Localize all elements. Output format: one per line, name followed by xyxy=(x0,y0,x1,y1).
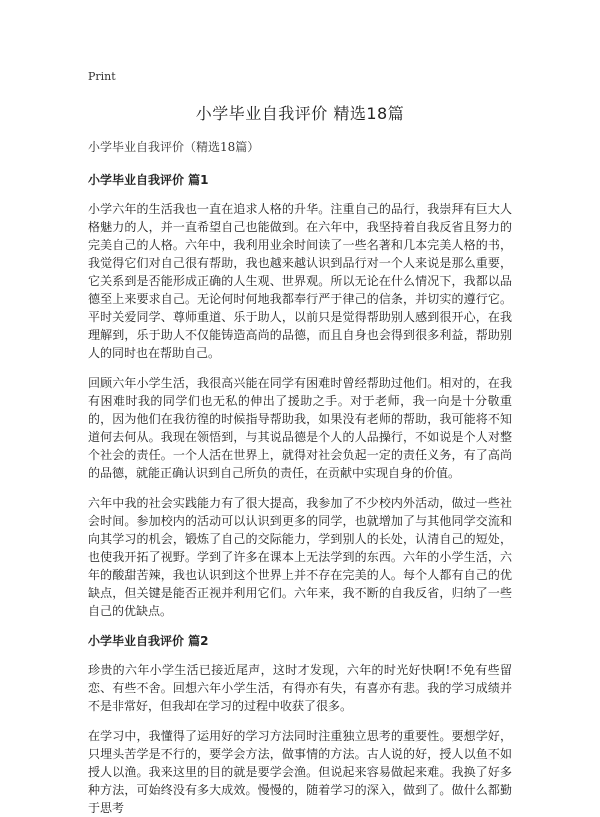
paragraph: 在学习中，我懂得了运用好的学习方法同时注重独立思考的重要性。要想学好，只埋头苦学是不行的，要学会方法，做事情的方法。古人说的好，授人以鱼不如授人以渔。我来这里的目的就是要学会渔。但说起来容易做起来难。我换了好多种方法，可始终没有多大成效。慢慢的，随着学习的深入，做到了。做什么都勤于思考 xyxy=(88,729,512,815)
page-title: 小学毕业自我评价 精选18篇 xyxy=(195,104,405,123)
section-2 xyxy=(88,632,512,817)
paragraph: 六年中我的社会实践能力有了很大提高，我参加了不少校内外活动，做过一些社会时间。参加校内的活动可以认识到更多的同学，也就增加了与其他同学交流和向其学习的机会，锻炼了自己的交际能力，学到别人的长处，认清自己的短处，也使我开拓了视野。学到了许多在课本上无法学到的东西。六年的小学生活，六年的酸甜苦辣，我也认识到这个世界上并不存在完美的人。每个人都有自己的优缺点，但关键是能否正视并利用它们。六年来，我不断的自我反省，归纳了一些自己的优缺点。 xyxy=(88,496,512,618)
document-subtitle: 小学毕业自我评价（精选18篇） xyxy=(88,140,260,154)
paragraph: 珍贵的六年小学生活已接近尾声，这时才发现，六年的时光好快啊!不免有些留恋、有些不舍。回想六年小学生活，有得亦有失，有喜亦有悲。我的学习成绩并不是非常好，但我却在学习的过程中收获了很多。 xyxy=(88,663,512,713)
section-1 xyxy=(88,171,512,620)
section-heading: 小学毕业自我评价 篇1 xyxy=(88,173,209,187)
paragraph: 小学六年的生活我也一直在追求人格的升华。注重自己的品行，我崇拜有巨大人格魅力的人，并一直希望自己也能做到。在六年中，我坚持着自我反省且努力的完美自己的人格。六年中，我利用业余时间读了一些名著和几本完美人格的书，我觉得它们对自己很有帮助，我也越来越认识到品行对一个人来说是那么重要，它关系到是否能形成正确的人生观、世界观。所以无论在什么情况下，我都以品德至上来要求自己。无论何时何地我都奉行严于律己的信条，并切实的遵行它。平时关爱同学、尊师重道、乐于助人，以前只是觉得帮助别人感到很开心，在我理解到，乐于助人不仅能铸造高尚的品德，而且自身也会得到很多利益，帮助别人的同时也在帮助自己。 xyxy=(88,202,512,360)
paragraph: 回顾六年小学生活，我很高兴能在同学有困难时曾经帮助过他们。相对的，在我有困难时我的同学们也无私的伸出了援助之手。对于老师，我一向是十分敬重的，因为他们在我彷徨的时候指导帮助我，如果没有老师的帮助，我可能将不知道何去何从。我现在领悟到，与其说品德是个人的人品操行，不如说是个人对整个社会的责任。一个人活在世界上，就得对社会负起一定的责任义务，有了高尚的品德，就能正确认识到自己所负的责任，在贡献中实现自身的价值。 xyxy=(88,376,512,480)
print-link[interactable]: Print xyxy=(88,70,116,83)
section-heading: 小学毕业自我评价 篇2 xyxy=(88,634,209,648)
